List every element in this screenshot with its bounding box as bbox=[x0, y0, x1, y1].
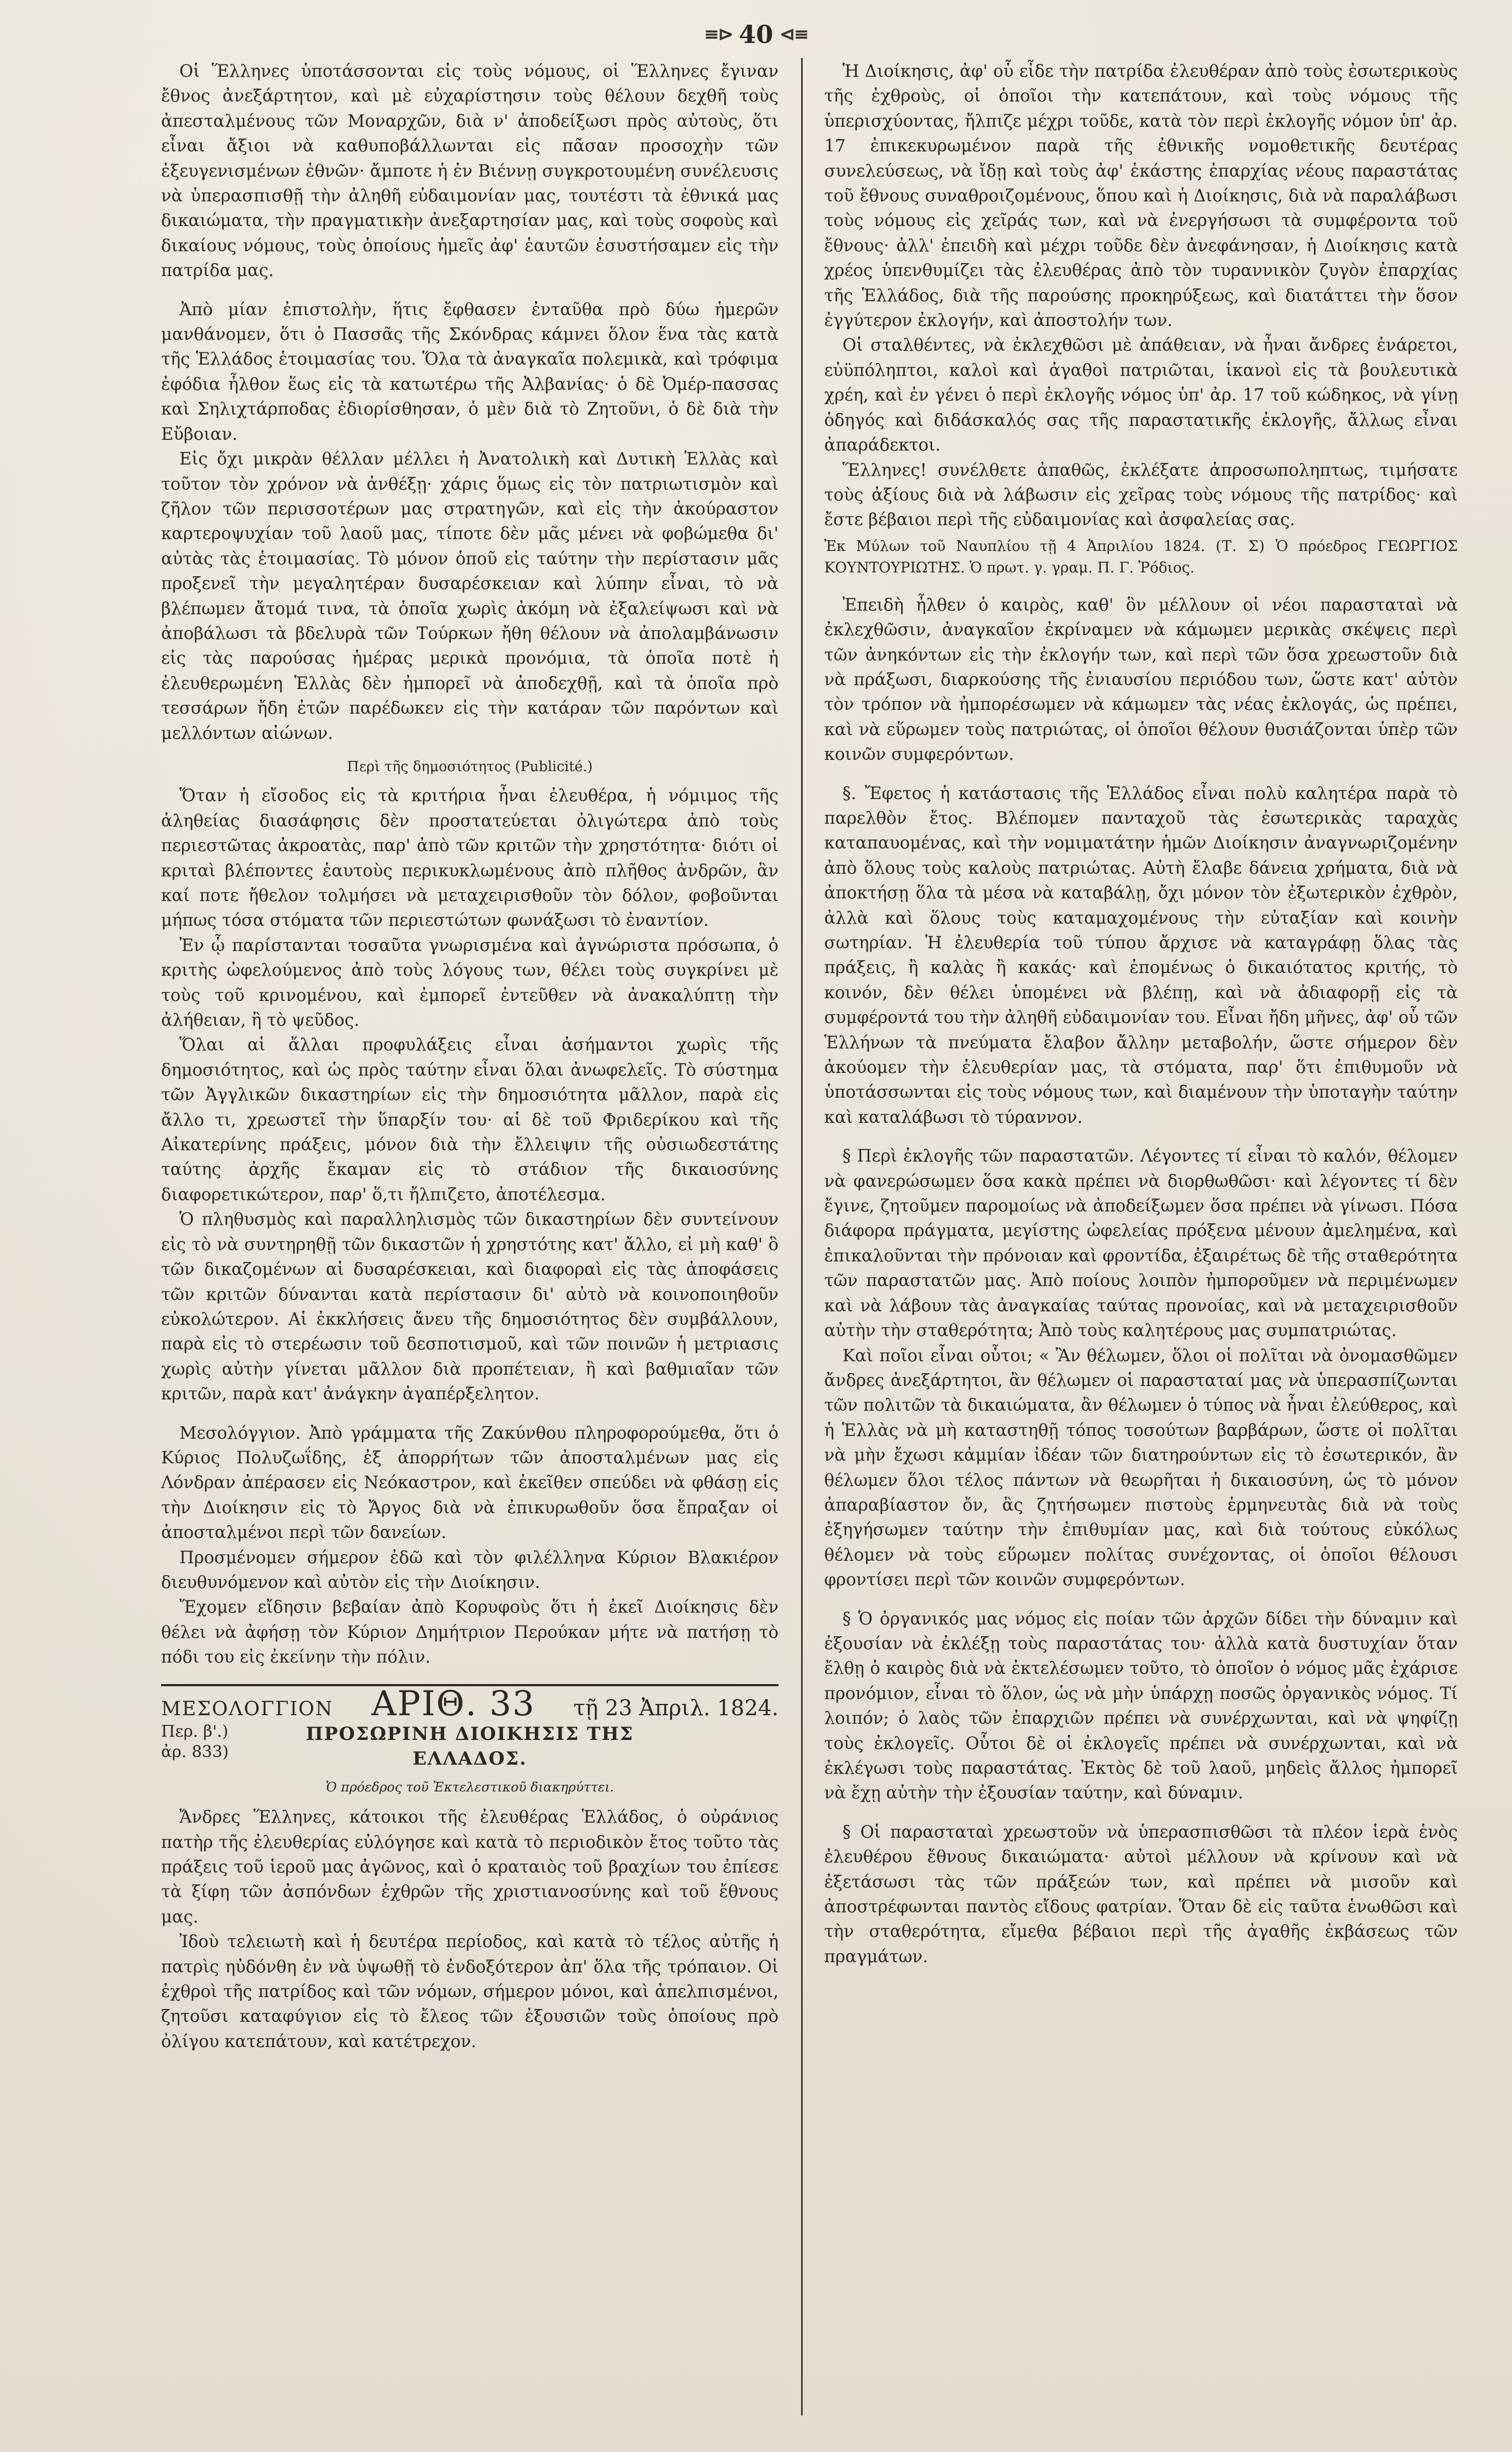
paragraph: Ἀπὸ μίαν ἐπιστολὴν, ἥτις ἔφθασεν ἐνταῦθα πρὸ δύω ἡμερῶν μανθάνομεν, ὅτι ὁ Πασσᾶς τῆς Σκόνδρας κάμνει ὅλον ἕνα τὰς κατὰ τῆς Ἑλλάδος ἑτοιμασίας του. Ὅλα τὰ ἀναγκαῖα πολεμικὰ, καὶ τρόφιμα ἐφόδια ἦλθον ἕως εἰς τὰ κατωτέρω τῆς Ἀλβανίας· ὁ δὲ Ὀμέρ-πασσας καὶ Σηλιχτάρποδας ἐδιορίσθησαν, ὁ μὲν διὰ τὸ Ζητοῦνι, ὁ δὲ διὰ τὴν Εὔβοιαν. bbox=[161, 300, 779, 444]
paragraph: Ἐν ᾧ παρίστανται τοσαῦτα γνωρισμένα καὶ ἀγνώριστα πρόσωπα, ὁ κριτὴς ὠφελούμενος ἀπὸ τοὺς λόγους των, θέλει τοὺς συγκρίνει μὲ τοὺς τοῦ κρινομένου, καὶ ἐμπορεῖ ἐντεῦθεν νὰ ἀνακαλύπτῃ τὴν ἀλήθειαν, ἢ τὸ ψεῦδος. bbox=[161, 935, 779, 1031]
signature-place-date: Ἐκ Μύλων τοῦ Ναυπλίου τῇ 4 Ἀπριλίου 1824. bbox=[824, 538, 1205, 555]
paragraph: Ἰδοὺ τελειωτὴ καὶ ἡ δευτέρα περίοδος, καὶ κατὰ τὸ τέλος αὐτῆς ἡ πατρὶς ηὐδόνθη ἐν νὰ ὑψωθῇ τὸ ἐνδοξότερον ἀπ' ὅλα τῆς τρόπαιον. Οἱ ἐχθροὶ τῆς πατρίδος καὶ τῶν νόμων, σήμερον μόνοι, καὶ ἀπελπισμένοι, ζητοῦσι καταφύγιον εἰς τὸ ἔλεος τῶν ἐξουσιῶν τοὺς ὁποίους πρὸ ὀλίγου κατεπάτουν, καὶ κατέτρεχον. bbox=[161, 1932, 779, 2051]
page-number: 40 bbox=[738, 20, 773, 49]
section-heading: Περὶ τῆς δημοσιότητος (Publicité.) bbox=[347, 758, 593, 775]
paragraph: Ἐπειδὴ ἦλθεν ὁ καιρὸς, καθ' ὃν μέλλουν οἱ νέοι παρασταταὶ νὰ ἐκλεχθῶσιν, ἀναγκαῖον ἐκρίναμεν νὰ κάμωμεν μερικὰς σκέψεις περὶ τῶν ἀνηκόντων εἰς τὴν ἐκλογήν των, καὶ περὶ τῶν ὅσα χρεωστοῦν διὰ νὰ πράξωσι, διαρκούσης τῆς ἐνιαυσίου περιόδου των, ὥστε κατ' αὐτὸν τὸν τρόπον νὰ ἠμπορέσωμεν νὰ κάμωμεν τὰς νέας ἐκλογάς, ὡς πρέπει, καὶ νὰ εὕρωμεν τοὺς πατριώτας, οἱ ὁποῖοι θέλουν θυσιάζονται ὑπὲρ τῶν κοινῶν συμφερόντων. bbox=[824, 595, 1458, 765]
paragraph: Ἔχομεν εἴδησιν βεβαίαν ἀπὸ Κορυφοὺς ὅτι ἡ ἐκεῖ Διοίκησις δὲν θέλει νὰ ἀφήσῃ τὸν Κύριον Δημήτριον Περούκαν μήτε νὰ πατήσῃ τὸ πόδι του εἰς ἐκείνην τὴν πόλιν. bbox=[161, 1598, 779, 1667]
paragraph: Ὅλαι αἱ ἄλλαι προφυλάξεις εἶναι ἀσήμαντοι χωρὶς τῆς δημοσιότητος, καὶ ὡς πρὸς ταύτην εἶναι ὅλαι ἀνωφελεῖς. Τὸ σύστημα τῶν Ἀγγλικῶν δικαστηρίων εἰς τὴν δημοσιότητα μᾶλλον, παρὰ εἰς ἄλλο τι, χρεωστεῖ τὴν ὕπαρξίν του· αἱ δὲ τοῦ Φριδερίκου καὶ τῆς Αἰκατερίνης πράξεις, μόνον διὰ τὴν ἔλλειψιν τῆς οὐσιωδεστάτης ταύτης ἀρχῆς ἔκαμαν εἰς τὸ στάδιον τῆς δικαιοσύνης διαφορετικώτερον, παρ' ὅ,τι ἤλπιζετο, ἀποτέλεσμα. bbox=[161, 1035, 779, 1205]
paragraph: Ὅταν ἡ εἴσοδος εἰς τὰ κριτήρια ἦναι ἐλευθέρα, ἡ νόμιμος τῆς ἀληθείας διασάφησις δὲν προστατεύεται ὀλιγώτερα ἀπὸ τοὺς περιεστῶτας ἀκροατὰς, παρ' ἀπὸ τῶν κριτῶν τὴν χρηστότητα· διότι οἱ κριταὶ βλέποντες ἑαυτοὺς περικυκλωμένους ἀπὸ πλῆθος ἀνδρῶν, ἂν καί ποτε ἤθελον τολμήσει νὰ μεταχειρισθοῦν τὸν δόλον, φοβοῦνται μήπως τόσα στόματα τῶν περιεστώτων φωνάξωσι τὸ ἐναντίον. bbox=[161, 786, 779, 931]
signature-president: Ὁ πρόεδρος ΓΕΩΡΓΙΟΣ ΚΟΥΝΤΟΥΡΙΩΤΗΣ. bbox=[824, 538, 1458, 576]
paragraph: Μεσολόγγιον. Ἀπὸ γράμματα τῆς Ζακύνθου πληροφορούμεθα, ὅτι ὁ Κύριος Πολυζωΐδης, ἐξ ἀπορρήτων τῶν ἀποσταλμένων μας εἰς Λόνδραν ἀπέρασεν εἰς Νεόκαστρον, καὶ ἐκεῖθεν σπεύδει νὰ φθάσῃ εἰς τὴν Διοίκησιν εἰς τὸ Ἄργος διὰ νὰ ἐπικυρωθοῦν ὅσα ἔπραξαν οἱ ἀποσταλμένοι περὶ τῶν δανείων. bbox=[161, 1423, 779, 1543]
issue-date: τῇ 23 Ἀπριλ. 1824. bbox=[573, 1695, 779, 1721]
column-divider bbox=[801, 58, 803, 2415]
issue-number: ΑΡΙΘ. 33 bbox=[371, 1684, 535, 1724]
issue-place: ΜΕΣΟΛΟΓΓΙΟΝ bbox=[161, 1697, 333, 1720]
paragraph: Ἄνδρες Ἕλληνες, κάτοικοι τῆς ἐλευθέρας Ἑλλάδος, ὁ οὐράνιος πατὴρ τῆς ἐλευθερίας εὐλόγησε καὶ κατὰ τὸ περιοδικὸν ἔτος τοῦτο τὰς πράξεις τοῦ ἱεροῦ μας ἀγῶνος, καὶ ὁ κραταιὸς τοῦ βραχίων του ἐπίεσε τὰ ξίφη τῶν ἀσπόνδων ἐχθρῶν τῆς χριστιανοσύνης καὶ τοῦ ἔθνους μας. bbox=[161, 1808, 779, 1927]
ornament-left-icon: ≡⊳ bbox=[704, 24, 732, 45]
paragraph: Ὁ πληθυσμὸς καὶ παραλληλισμὸς τῶν δικαστηρίων δὲν συντείνουν εἰς τὸ νὰ συντηρηθῇ τῶν δικαστῶν ἡ χρηστότης κατ' ἄλλο, εἰ μὴ καθ' ὃ τῶν δικαζομένων αἱ δυσαρέσκειαι, καὶ διαφοραὶ εἰς τὰς ἀποφάσεις τῶν κριτῶν δύνανται κατὰ περίστασιν δι' αὐτὸ νὰ κοινοποιηθοῦν εὐκολώτερον. Αἱ ἐκκλήσεις ἄνευ τῆς δημοσιότητος δὲν συμβάλλουν, παρὰ εἰς τὸ στερέωσιν τοῦ δεσποτισμοῦ, καὶ τῶν ποινῶν ἡ μετριασις χωρὶς αὐτὴν γίνεται μᾶλλον διὰ προπέτειαν, ἢ καὶ βαθμιαῖαν τῶν κριτῶν, παρὰ κατ' ἀνάγκην ἀγαπέρξελητον. bbox=[161, 1210, 779, 1404]
left-column bbox=[161, 59, 779, 2431]
paragraph: § Ὁ ὀργανικός μας νόμος εἰς ποίαν τῶν ἀρχῶν δίδει τὴν δύναμιν καὶ ἐξουσίαν νὰ ἐκλέξῃ τοὺς παραστάτας του· ἀλλὰ κατὰ δυστυχίαν ὅταν ἔλθῃ ὁ καιρὸς διὰ νὰ ἐκτελέσωμεν τοῦτο, τὸ ὁποῖον ὁ νόμος μᾶς ἐχάρισε προνόμιον, εἶναι τὸ ὅλον, ὡς νὰ μὴν ὑπάρχῃ ποσῶς ὀργανικὸς νόμος. Τί λοιπόν; ὁ λαὸς τῶν ἐπαρχιῶν πρέπει νὰ συνέρχωνται, καὶ νὰ ψηφίζῃ τοὺς ἐκλογεῖς. Οὗτοι δὲ οἱ ἐκλογεῖς πρέπει νὰ συνέρχωνται, καὶ νὰ ἐκλέγωσι τοὺς παραστάτας. Ἐκτὸς δὲ τοῦ λαοῦ, μηδεὶς ἄλλος ἠμπορεῖ νὰ ἔχῃ αὐτὴν τὴν ἐξουσίαν ταύτην, καὶ δύναμιν. bbox=[824, 1609, 1458, 1803]
issue-serial: ἀρ. 833) bbox=[161, 1743, 229, 1761]
seal-mark: (Τ. Σ) bbox=[1216, 538, 1266, 555]
paragraph: Καὶ ποῖοι εἶναι οὗτοι; « Ἂν θέλωμεν, ὅλοι οἱ πολῖται νὰ ὀνομασθῶμεν ἄνδρες ἀνεξάρτητοι, ἂν θέλωμεν οἱ παρασταταί μας νὰ ὑπερασπίζωνται τῶν πολιτῶν τὰ δικαιώματα, ἂν θέλωμεν ὁ τύπος νὰ ἦναι ἐλεύθερος, καὶ ἡ Ἑλλὰς νὰ μὴ καταστηθῇ τόπος τοσούτων βαρβάρων, ὥστε οἱ πολῖται νὰ μὴν ἔχωσι κἀμμίαν ἰδέαν τῶν διατηρούντων εἰς τὸ ἐσωτερικόν, ἂν θέλωμεν ὅλοι τέλος πάντων νὰ θεωρῆται ἡ δικαιοσύνη, ὡς τὸ μόνον ἀπαραβίαστον ὄν, ἂς ζητήσωμεν πιστοὺς ἑρμηνευτὰς διὰ νὰ τοὺς ἐξηγήσωμεν ταύτην τὴν ἐπιθυμίαν μας, καὶ διὰ τούτους εὐκόλως θέλομεν νὰ τοὺς εὕρωμεν πολίτας συνέχοντας, οἱ ὁποῖοι θέλουσι φροντίσει περὶ τῶν κοινῶν συμφερόντων. bbox=[824, 1346, 1458, 1590]
paragraph: Ἕλληνες! συνέλθετε ἀπαθῶς, ἐκλέξατε ἀπροσωποληπτως, τιμήσατε τοὺς ἀξίους διὰ νὰ λάβωσιν εἰς χεῖρας τοὺς νόμους τῆς πατρίδος· καὶ ἔστε βέβαιοι περὶ τῆς εὐδαιμονίας καὶ ἀσφαλείας σας. bbox=[824, 460, 1458, 530]
ornament-right-icon: ⊲≡ bbox=[780, 24, 808, 45]
signature-secretary: Ὁ πρωτ. γ. γραμ. Π. Γ. Ῥόδιος. bbox=[969, 559, 1195, 576]
paragraph: Προσμένομεν σήμερον ἐδῶ καὶ τὸν φιλέλληνα Κύριον Βλακιέρον διευθυνόμενον καὶ αὐτὸν εἰς τὴν Διοίκησιν. bbox=[161, 1548, 779, 1592]
paragraph: §. Ἔφετος ἡ κατάστασις τῆς Ἑλλάδος εἶναι πολὺ καλητέρα παρὰ τὸ παρελθὸν ἔτος. Βλέπομεν πανταχοῦ τὰς ἐσωτερικὰς ταραχὰς καταπαυομένας, καὶ τὴν νομιματάτην ἡμῶν Διοίκησιν ἀναγνωριζομένην ἀπὸ ὅλους τοὺς καλοὺς πατριώτας. Αὐτὴ ἔλαβε δάνεια χρήματα, διὰ νὰ ἀποκτήσῃ ὅλα τὰ μέσα νὰ καταβάλῃ, ὄχι μόνον τὸν ἐξωτερικὸν ἐχθρὸν, ἀλλὰ καὶ ὅλους τοὺς καταμαχομένους τὴν εὐταξίαν καὶ κοινὴν σωτηρίαν. Ἡ ἐλευθερία τοῦ τύπου ἄρχισε νὰ καταγράφῃ ὅλας τὰς πράξεις, ἢ καλὰς ἢ κακάς· καὶ ἐπομένως ὁ δικαιότατος κριτής, τὸ κοινόν, δὲν θέλει ὑπομένει νὰ βλέπῃ, καὶ νὰ ἀδιαφορῇ εἰς τὰ συμφέροντά του τὴν ἀληθῆ εὐδαιμονίαν του. Εἶναι ἤδη μῆνες, ἀφ' οὗ τῶν Ἑλλήνων τὰ πνεύματα ἔλαβον ἄλλην μεταβολήν, ὥστε σήμερον δὲν ἀκούομεν τὴν ἐλευθερίαν μας, τὰ στόματα, παρ' ὅτι ἐπιθυμοῦν νὰ ὑποτάσσωνται εἰς τοὺς νόμους των, καὶ διαμένουν τὴν ὑποταγὴν ταύτην καὶ καταλάβωσι τὸ τύραννον. bbox=[824, 784, 1458, 1127]
signature-block bbox=[824, 536, 1458, 579]
issue-header bbox=[161, 1684, 779, 1800]
right-column bbox=[824, 59, 1458, 2431]
paragraph: § Οἱ παρασταταὶ χρεωστοῦν νὰ ὑπερασπισθῶσι τὰ πλέον ἱερὰ ἑνὸς ἐλευθέρου ἔθνους δικαιώματα· αὐτοὶ μέλλουν νὰ κρίνουν καὶ νὰ ἐξετάσωσι τὰς τῶν πράξεών των, καὶ πρέπει νὰ μισοῦν καὶ ἀποστρέφωνται παντὸς εἴδους φατρίαν. Ὅταν δὲ εἰς ταῦτα ἑνωθῶσι καὶ τὴν σταθερότητα, εἴμεθα βέβαιοι περὶ τῆς ἀγαθῆς ἐκβάσεως τῶν πραγμάτων. bbox=[824, 1822, 1458, 1967]
paragraph: Εἰς ὄχι μικρὰν θέλλαν μέλλει ἡ Ἀνατολικὴ καὶ Δυτικὴ Ἑλλὰς καὶ τοῦτον τὸν χρόνον νὰ ἀνθέξῃ· χάρις ὅμως εἰς τὸν πατριωτισμὸν καὶ ζῆλον τῶν περισσοτέρων μας στρατηγῶν, καὶ εἰς τὴν ἀκούραστον καρτεροψυχίαν τοῦ λαοῦ μας, τίποτε δὲν μᾶς μένει νὰ φοβώμεθα δι' αὐτὰς τὰς ἑτοιμασίας. Τὸ μόνον ὁποῦ εἰς ταύτην τὴν περίστασιν μᾶς προξενεῖ τὴν μεγαλητέραν δυσαρέσκειαν καὶ λύπην εἶναι, τὸ νὰ βλέπωμεν ἄτομά τινα, τὰ ὁποῖα χωρὶς ἀκόμη νὰ ἐξαλείψωσι καὶ νὰ ἀποβάλωσι τὰ βδελυρὰ τῶν Τούρκων ἤθη θέλουν νὰ ἀπολαμβάνωσιν εἰς τὰς παρούσας ἡμέρας μερικὰ προνόμια, τὰ ὁποῖα ποτὲ ἡ ἐλευθερωμένη Ἑλλὰς δὲν ἠμπορεῖ νὰ ἀποδεχθῇ, καὶ τὰ ὁποῖα πρὸ τεσσάρων ἤδη ἐτῶν παρέδωκεν εἰς τὴν κατάραν τῶν παρόντων καὶ μελλόντων αἰώνων. bbox=[161, 449, 779, 743]
paragraph: Οἱ Ἕλληνες ὑποτάσσονται εἰς τοὺς νόμους, οἱ Ἕλληνες ἔγιναν ἔθνος ἀνεξάρτητον, καὶ μὲ εὐχαρίστησιν τοὺς θέλουν δεχθῆ τοὺς ἀπεσταλμένους τῶν Μοναρχῶν, διὰ ν' ἀποδείξωσι πρὸς αὐτοὺς, ὅτι εἶναι ἄξιοι νὰ καθυποβάλλωνται εἰς πᾶσαν προσοχὴν τῶν ἐξευγενισμένων ἐθνῶν· ἄμποτε ἡ ἐν Βιέννῃ συγκροτουμένη συνέλευσις νὰ ὑπερασπισθῇ τὴν ἀληθῆ εὐδαιμονίαν μας, τουτέστι τὰ ἐθνικά μας δικαιώματα, τὴν πραγματικὴν ἀνεξαρτησίαν μας, καὶ τοὺς σοφοὺς καὶ δικαίους νόμους, τοὺς ὁποίους ἡμεῖς ἀφ' ἑαυτῶν ἐσυστήσαμεν εἰς τὴν πατρίδα μας. bbox=[161, 62, 779, 281]
issue-title: ΠΡΟΣΩΡΙΝΗ ΔΙΟΙΚΗΣΙΣ ΤΗΣ ΕΛΛΑΔΟΣ. bbox=[306, 1723, 634, 1770]
paragraph: Ἡ Διοίκησις, ἀφ' οὗ εἶδε τὴν πατρίδα ἐλευθέραν ἀπὸ τοὺς ἐσωτερικοὺς τῆς ἐχθροὺς, οἱ ὁποῖοι τὴν κατεπάτουν, καὶ τοὺς νόμους τῆς ὑπερισχύοντας, ἤλπιζε μέχρι τοῦδε, κατὰ τὸν περὶ ἐκλογῆς νόμον ὑπ' ἀρ. 17 ἐπικεκυρωμένον παρὰ τῆς ἐθνικῆς νομοθετικῆς δευτέρας συνελεύσεως, νὰ ἴδῃ καὶ τοὺς ἀφ' ἑκάστης ἐπαρχίας νέους παραστάτας τοῦ ἔθνους συναθροιζομένους, ὅπου καὶ ἡ Διοίκησις, διὰ νὰ παραλάβωσι τοὺς νόμους εἰς χεῖράς των, καὶ νὰ ἐνεργήσωσι τὰ συμφέροντα τοῦ ἔθνους· ἀλλ' ἐπειδὴ καὶ μέχρι τοῦδε δὲν ἀνεφάνησαν, ἡ Διοίκησις κατὰ χρέος ὑπενθυμίζει τὰς ἐλευθέρας ἀπὸ τὸν τυραννικὸν ζυγὸν ἐπαρχίας τῆς Ἑλλάδος, διὰ τῆς παρούσης προκηρύξεως, καὶ διατάττει τὴν ὅσον ἐγγύτερον ἐκλογήν, καὶ ἀποστολήν των. bbox=[824, 62, 1458, 331]
paragraph: Οἱ σταλθέντες, νὰ ἐκλεχθῶσι μὲ ἀπάθειαν, νὰ ἦναι ἄνδρες ἐνάρετοι, εὐϋπόληπτοι, καλοὶ καὶ ἀγαθοὶ πατριῶται, ἱκανοὶ εἰς τὰ βουλευτικὰ χρέη, καὶ ἐν γένει ὁ περὶ ἐκλογῆς νόμος ὑπ' ἀρ. 17 τοῦ κώδηκος, νὰ γίνῃ ὁδηγός καὶ διδάσκαλός σας τῆς παραστατικῆς ἐκλογῆς, ἄλλως εἶναι ἀπαράδεκτοι. bbox=[824, 336, 1458, 455]
issuer-line: Ὁ πρόεδρος τοῦ Ἐκτελεστικοῦ διακηρύττει. bbox=[325, 1779, 614, 1795]
page-header bbox=[0, 18, 1512, 50]
issue-period: Περ. β'.) bbox=[161, 1722, 229, 1741]
paragraph: § Περὶ ἐκλογῆς τῶν παραστατῶν. Λέγοντες τί εἶναι τὸ καλόν, θέλομεν νὰ φανερώσωμεν ὅσα κακὰ πρέπει νὰ διορθωθῶσι· καὶ λέγοντες τί δὲν ἔγινε, ζητοῦμεν παρομοίως νὰ ἀποδείξωμεν ὅσα πρέπει νὰ γίνωσι. Πόσα διάφορα πράγματα, μεγίστης ὠφελείας πρόξενα μένουν ἀμελημένα, καὶ ἐπικαλοῦνται τὴν πρόνοιαν καὶ φροντίδα, ἐξαιρέτως δὲ τῆς σταθερότητα τῶν παραστατῶν μας. Ἀπὸ ποίους λοιπὸν ἠμποροῦμεν νὰ περιμένωμεν καὶ νὰ λάβουν τὰς ἀναγκαίας ταύτας προνοίας, καὶ νὰ μεταχειρισθοῦν αὐτὴν τὴν σταθερότητα; Ἀπὸ τοὺς καλητέρους μας συμπατριώτας. bbox=[824, 1147, 1458, 1341]
